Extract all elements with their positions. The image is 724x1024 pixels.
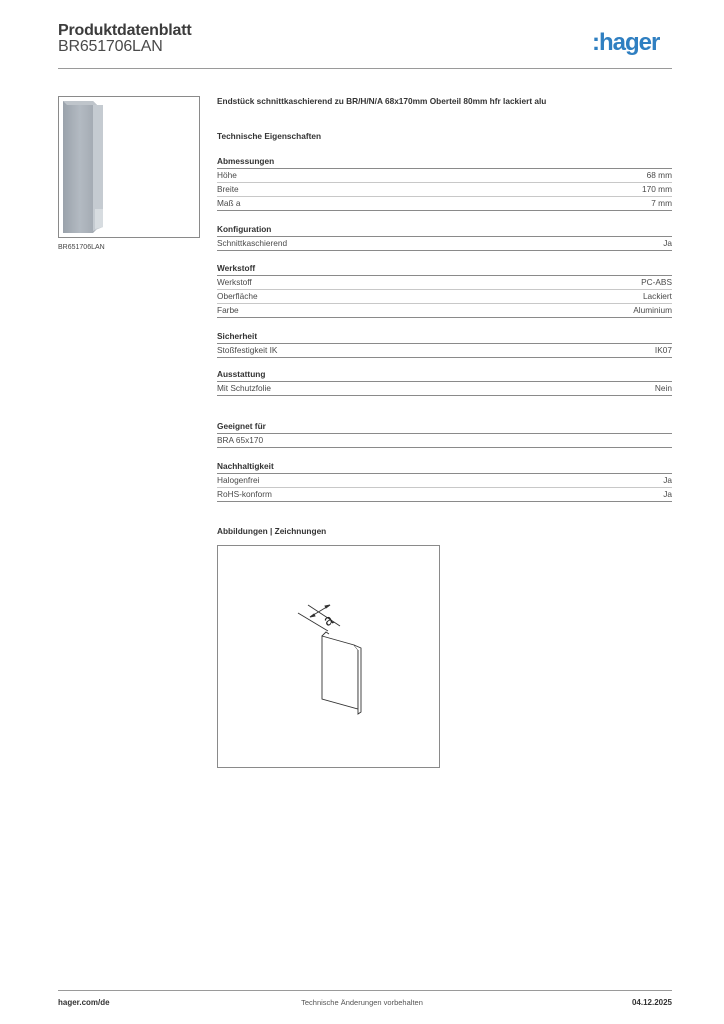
tech-properties-heading — [217, 130, 672, 143]
row-value: Ja — [663, 475, 672, 485]
row-value: IK07 — [654, 345, 672, 355]
section-title: Werkstoff — [217, 262, 672, 276]
table-row — [217, 237, 672, 251]
drawings-title: Abbildungen | Zeichnungen — [217, 526, 327, 536]
section-werkstoff — [217, 262, 672, 318]
tech-properties-title: Technische Eigenschaften — [217, 131, 322, 141]
row-label: Maß a — [217, 198, 241, 208]
product-description: Endstück schnittkaschierend zu BR/H/N/A 68x170mm Oberteil 80mm hfr lackiert alu — [217, 96, 547, 106]
row-label: Oberfläche — [217, 291, 258, 301]
section-title: Nachhaltigkeit — [217, 460, 672, 474]
product-photo-icon — [59, 97, 199, 237]
footer-divider — [58, 990, 672, 991]
table-row — [217, 344, 672, 358]
row-value: Nein — [654, 383, 672, 393]
technical-drawing — [217, 545, 440, 768]
row-value: PC-ABS — [641, 277, 672, 287]
row-value: Aluminium — [633, 305, 672, 315]
product-number: BR651706LAN — [58, 38, 163, 55]
section-sicherheit — [217, 330, 672, 358]
table-row — [217, 434, 672, 448]
section-title: Abmessungen — [217, 155, 672, 169]
svg-text::hager: :hager — [592, 29, 660, 56]
row-label: Stoßfestigkeit IK — [217, 345, 278, 355]
section-title: Ausstattung — [217, 368, 672, 382]
section-konfiguration — [217, 223, 672, 251]
section-abmessungen — [217, 155, 672, 211]
product-image-caption: BR651706LAN — [58, 244, 105, 251]
drawings-heading — [217, 525, 672, 538]
row-label: RoHS-konform — [217, 489, 272, 499]
row-label: Mit Schutzfolie — [217, 383, 271, 393]
row-value: 7 mm — [651, 198, 672, 208]
row-value: Ja — [663, 238, 672, 248]
footer-notice: Technische Änderungen vorbehalten — [301, 998, 423, 1007]
product-image — [58, 96, 200, 238]
row-label: Breite — [217, 184, 239, 194]
row-label: Werkstoff — [217, 277, 252, 287]
row-label: Schnittkaschierend — [217, 238, 288, 248]
row-value: Lackiert — [642, 291, 672, 301]
row-label: Höhe — [217, 170, 237, 180]
table-row — [217, 304, 672, 318]
row-value: 170 mm — [642, 184, 672, 194]
table-row — [217, 276, 672, 290]
footer-website-link[interactable]: hager.com/de — [58, 998, 110, 1007]
end-cap-drawing-icon — [218, 546, 439, 767]
row-label: Farbe — [217, 305, 239, 315]
row-label: Halogenfrei — [217, 475, 260, 485]
section-geeignet — [217, 420, 672, 448]
table-row — [217, 183, 672, 197]
section-nachhaltigkeit — [217, 460, 672, 502]
table-row — [217, 169, 672, 183]
page-title: Produktdatenblatt — [58, 22, 192, 39]
section-ausstattung — [217, 368, 672, 396]
row-value: Ja — [663, 489, 672, 499]
table-row — [217, 382, 672, 396]
section-title: Sicherheit — [217, 330, 672, 344]
section-title: Geeignet für — [217, 420, 672, 434]
dimension-label: a — [320, 611, 337, 631]
section-title: Konfiguration — [217, 223, 672, 237]
header-divider — [58, 68, 672, 69]
table-row — [217, 290, 672, 304]
table-row — [217, 197, 672, 211]
table-row — [217, 474, 672, 488]
table-row — [217, 488, 672, 502]
footer-date: 04.12.2025 — [631, 998, 672, 1007]
row-value: 68 mm — [646, 170, 672, 180]
row-label: BRA 65x170 — [217, 435, 264, 445]
hager-logo — [592, 29, 674, 57]
